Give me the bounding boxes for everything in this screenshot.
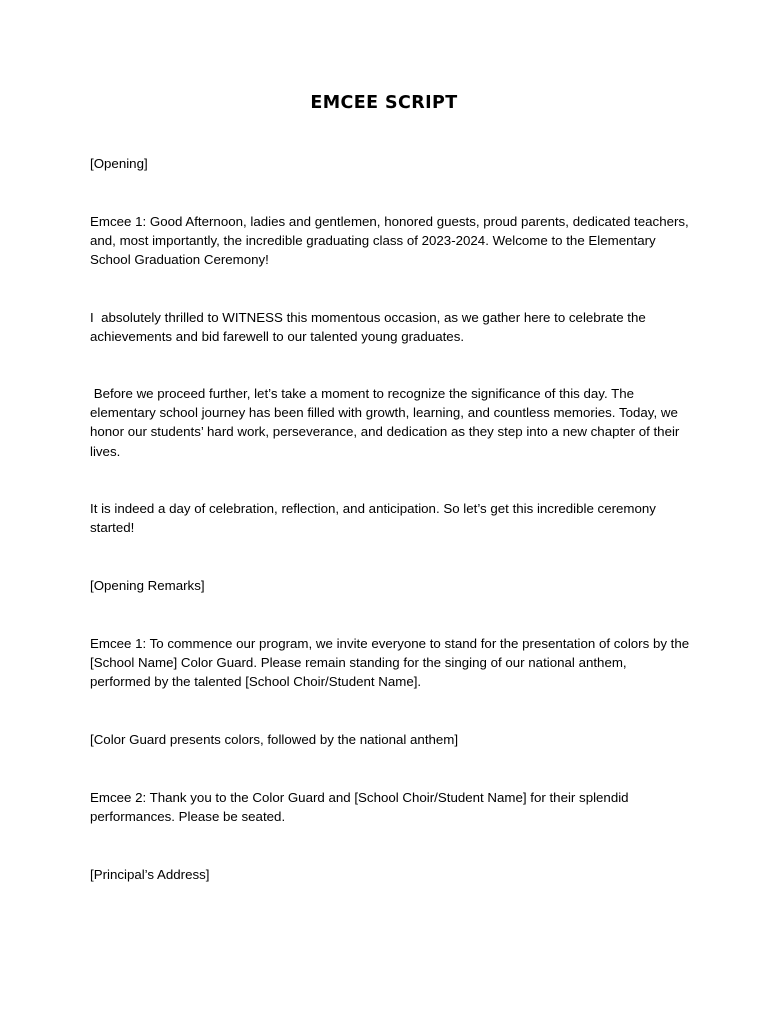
section-heading-opening-remarks: [Opening Remarks] xyxy=(90,578,205,593)
paragraph-emcee2-thanks: Emcee 2: Thank you to the Color Guard and [School Choir/Student Name] for their splendid performances. Please be seated. xyxy=(90,790,633,825)
section-heading-opening: [Opening] xyxy=(90,156,148,171)
section-heading-principals-address: [Principal’s Address] xyxy=(90,867,210,882)
paragraph-thrilled: I absolutely thrilled to WITNESS this momentous occasion, as we gather here to celebrate the achievements and bid farewell to our talented young graduates. xyxy=(90,310,650,345)
paragraph-emcee1-welcome: Emcee 1: Good Afternoon, ladies and gentlemen, honored guests, proud parents, dedicated teachers, and, most importantly, the incredible graduating class of 2023-2024. Welcome to the Elementary School Graduation Ceremony! xyxy=(90,214,693,268)
stage-direction-color-guard: [Color Guard presents colors, followed by the national anthem] xyxy=(90,732,459,747)
paragraph-emcee1-colors: Emcee 1: To commence our program, we invite everyone to stand for the presentation of colors by the [School Name] Color Guard. Please remain standing for the singing of our national anthem, performed by the talented [School Choir/Student Name]. xyxy=(90,636,693,690)
document-title: EMCEE SCRIPT xyxy=(310,93,458,113)
paragraph-significance: Before we proceed further, let’s take a moment to recognize the significance of this day. The elementary school journey has been filled with growth, learning, and countless memories. Today, we honor our students’ hard work, perseverance, and dedication as they step into a new chapter of their lives. xyxy=(90,386,684,459)
paragraph-celebration: It is indeed a day of celebration, reflection, and anticipation. So let’s get this incredible ceremony started! xyxy=(90,501,660,536)
